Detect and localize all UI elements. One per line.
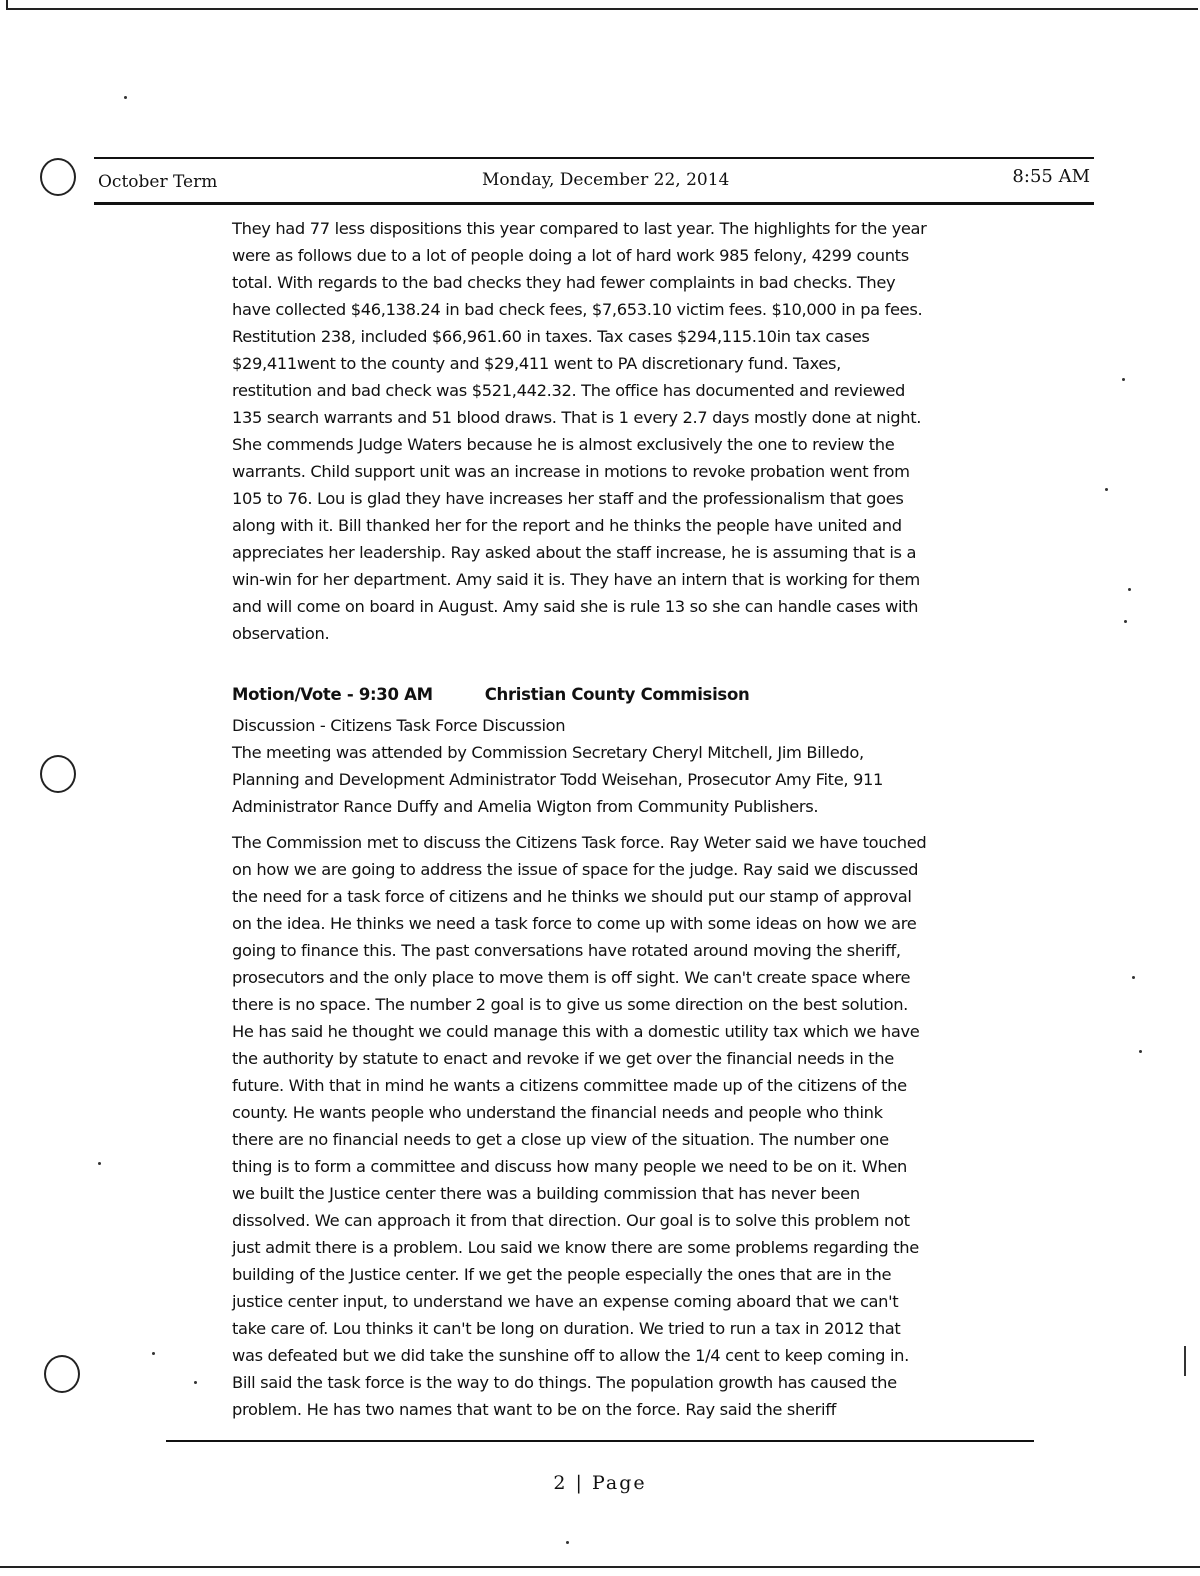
header-time: 8:55 AM [1012,166,1090,187]
page-number: 2 | Page [553,1472,647,1494]
text-line: there is no space. The number 2 goal is to give us some direction on the best solution. [232,995,909,1014]
scan-speck [1139,1050,1142,1053]
header-rule-top [94,157,1094,159]
text-line: observation. [232,624,330,643]
text-line: take care of. Lou thinks it can't be long on duration. We tried to run a tax in 2012 that [232,1319,901,1338]
text-line: prosecutors and the only place to move them is off sight. We can't create space where [232,968,911,987]
text-line: dissolved. We can approach it from that direction. Our goal is to solve this problem not [232,1211,910,1230]
paragraph-task-force [232,829,1032,1423]
scan-speck [1128,588,1131,591]
punch-hole-icon [40,755,76,793]
scan-speck [1105,488,1108,491]
footer-rule [166,1440,1034,1442]
text-line: future. With that in mind he wants a citizens committee made up of the citizens of the [232,1076,907,1095]
scan-speck [98,1162,101,1165]
punch-hole-icon [44,1355,80,1393]
text-line: there are no financial needs to get a close up view of the situation. The number one [232,1130,889,1149]
scan-edge-top [6,8,1198,10]
text-line: Administrator Rance Duffy and Amelia Wigton from Community Publishers. [232,797,819,816]
scan-speck [1132,976,1135,979]
text-line: we built the Justice center there was a building commission that has never been [232,1184,860,1203]
punch-hole-icon [40,158,76,196]
text-line: total. With regards to the bad checks they had fewer complaints in bad checks. They [232,273,896,292]
scan-speck [152,1352,155,1355]
text-line: county. He wants people who understand the financial needs and people who think [232,1103,883,1122]
motion-label: Motion/Vote - 9:30 AM [232,685,433,704]
text-line: warrants. Child support unit was an increase in motions to revoke probation went from [232,462,910,481]
text-line: just admit there is a problem. Lou said we know there are some problems regarding the [232,1238,919,1257]
text-line: win-win for her department. Amy said it is. They have an intern that is working for them [232,570,920,589]
paragraph-prosecutor-report [232,215,1032,647]
scan-edge-bottom [0,1566,1200,1568]
text-line: on how we are going to address the issue of space for the judge. Ray said we discussed [232,860,919,879]
text-line: along with it. Bill thanked her for the report and he thinks the people have united and [232,516,902,535]
motion-body: Christian County Commisison [484,685,750,704]
scan-speck [1122,378,1125,381]
scan-speck [124,96,127,99]
discussion-line: Discussion - Citizens Task Force Discussion [232,716,566,735]
scan-edge-right-mark [1184,1346,1186,1376]
text-line: The Commission met to discuss the Citizens Task force. Ray Weter said we have touched [232,833,927,852]
header-rule-bottom [94,202,1094,205]
scan-speck [1124,620,1127,623]
text-line: restitution and bad check was $521,442.32. The office has documented and reviewed [232,381,905,400]
text-line: and will come on board in August. Amy said she is rule 13 so she can handle cases with [232,597,919,616]
text-line: were as follows due to a lot of people doing a lot of hard work 985 felony, 4299 counts [232,246,909,265]
text-line: Bill said the task force is the way to do things. The population growth has caused the [232,1373,897,1392]
text-line: Restitution 238, included $66,961.60 in taxes. Tax cases $294,115.10in tax cases [232,327,870,346]
text-line: justice center input, to understand we have an expense coming aboard that we can't [232,1292,899,1311]
text-line: the need for a task force of citizens and he thinks we should put our stamp of approval [232,887,912,906]
text-line: going to finance this. The past conversations have rotated around moving the sheriff, [232,941,901,960]
text-line: They had 77 less dispositions this year compared to last year. The highlights for the year [232,219,927,238]
scan-speck [566,1541,569,1544]
text-line: $29,411went to the county and $29,411 went to PA discretionary fund. Taxes, [232,354,841,373]
text-line: building of the Justice center. If we get the people especially the ones that are in the [232,1265,892,1284]
header-date: Monday, December 22, 2014 [482,170,730,190]
text-line: Planning and Development Administrator Todd Weisehan, Prosecutor Amy Fite, 911 [232,770,884,789]
text-line: 135 search warrants and 51 blood draws. That is 1 every 2.7 days mostly done at night. [232,408,922,427]
text-line: was defeated but we did take the sunshine off to allow the 1/4 cent to keep coming in. [232,1346,909,1365]
text-line: The meeting was attended by Commission Secretary Cheryl Mitchell, Jim Billedo, [232,743,864,762]
page-header [96,166,1092,196]
header-term: October Term [98,172,218,192]
text-line: problem. He has two names that want to be on the force. Ray said the sheriff [232,1400,836,1419]
text-line: thing is to form a committee and discuss how many people we need to be on it. When [232,1157,908,1176]
text-line: the authority by statute to enact and revoke if we get over the financial needs in the [232,1049,894,1068]
scan-speck [194,1381,197,1384]
text-line: He has said he thought we could manage this with a domestic utility tax which we have [232,1022,920,1041]
text-line: on the idea. He thinks we need a task force to come up with some ideas on how we are [232,914,917,933]
text-line: She commends Judge Waters because he is almost exclusively the one to review the [232,435,895,454]
paragraph-attendance [232,712,1032,820]
motion-vote-heading [232,685,749,704]
text-line: 105 to 76. Lou is glad they have increases her staff and the professionalism that goes [232,489,904,508]
text-line: appreciates her leadership. Ray asked about the staff increase, he is assuming that is a [232,543,917,562]
text-line: have collected $46,138.24 in bad check fees, $7,653.10 victim fees. $10,000 in pa fees. [232,300,923,319]
